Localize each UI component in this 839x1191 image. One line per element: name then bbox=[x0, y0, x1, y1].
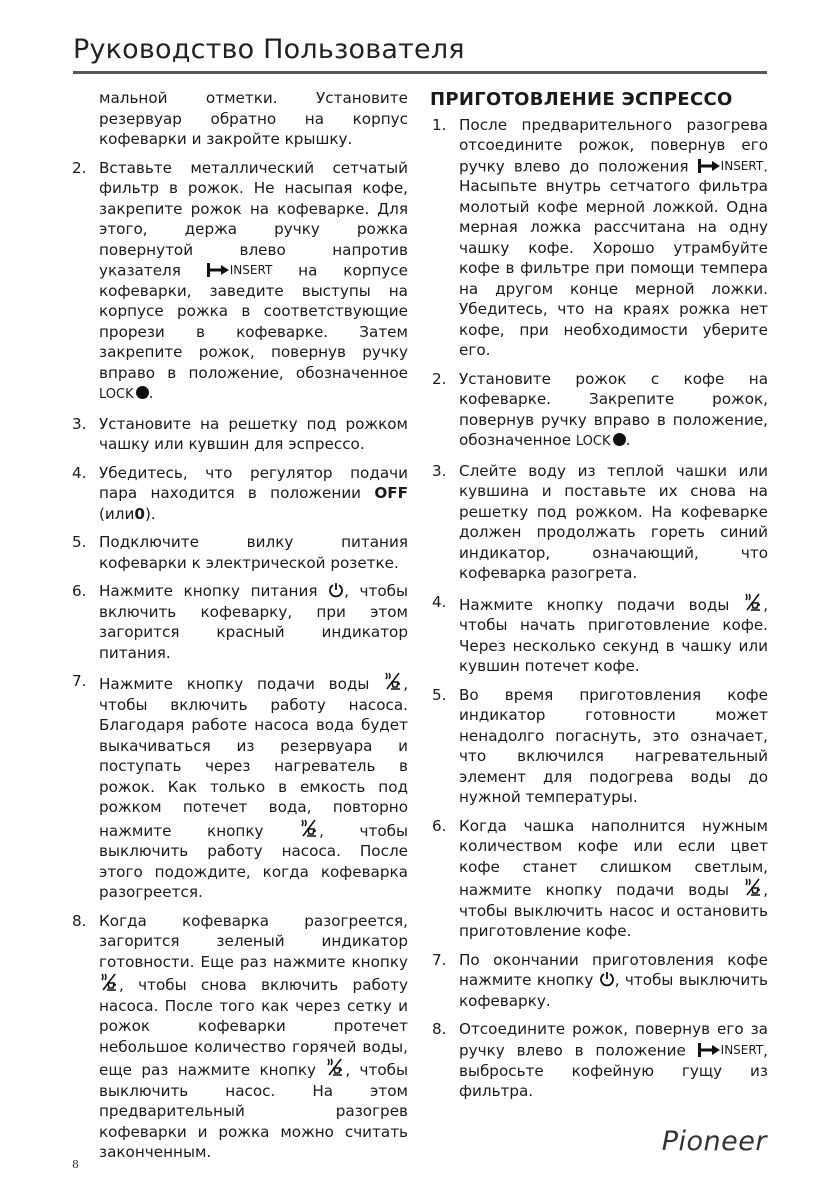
step-text: , чтобы выключить насос. На этом предварительный разогрев кофеварки и рожка можно считать законченным. bbox=[99, 1061, 409, 1162]
continued-paragraph: мальной отметки. Установите резервуар обратно на корпус кофеварки и закройте крышку. bbox=[99, 89, 408, 148]
step-number: 5. bbox=[72, 533, 87, 552]
list-item bbox=[70, 671, 408, 903]
off-label: OFF bbox=[374, 484, 408, 503]
insert-label: INSERT bbox=[720, 1042, 764, 1057]
insert-indicator bbox=[698, 1040, 764, 1061]
insert-indicator bbox=[207, 260, 273, 281]
lock-label: LOCK bbox=[99, 387, 134, 403]
step-text: Нажмите кнопку подачи воды bbox=[459, 595, 730, 614]
lock-dot-icon bbox=[613, 433, 626, 446]
page-number: 8 bbox=[72, 1158, 79, 1171]
step-number: 1. bbox=[432, 115, 447, 134]
power-icon bbox=[328, 582, 344, 598]
step-text: Во время приготовления кофе индикатор готовности может ненадолго погаснуть, это означает, что включился нагревательный элемент для подогрева воды до нужной температуры. bbox=[459, 685, 768, 807]
step-text: Слейте воду из теплой чашки или кувшина и поставьте их снова на решетку под рожком. На кофеварке должен продолжать гореть синий индикатор, означающий, что кофеварка разогрета. bbox=[459, 461, 768, 583]
list-item bbox=[430, 369, 768, 453]
list-item bbox=[70, 414, 408, 455]
step-text: . Насыпьте внутрь сетчатого фильтра молотый кофе мерной ложкой. Одна мерная ложка рассчитана на одну чашку кофе. Хорошо утрамбуйте кофе в фильтре при помощи темпера на другом конце мерной ложки. Убедитесь, что на краях рожка нет кофе, при необходимости уберите его. bbox=[459, 156, 769, 360]
step-text: Убедитесь, что регулятор подачи пара находится в положении bbox=[99, 463, 408, 503]
right-column bbox=[430, 88, 768, 1110]
step-text: Нажмите кнопку подачи воды bbox=[99, 675, 370, 694]
insert-arrow-icon bbox=[207, 263, 229, 277]
step-text: . bbox=[625, 431, 631, 450]
step-number: 2. bbox=[432, 369, 447, 388]
list-item bbox=[70, 581, 408, 663]
step-text: После предварительного разогрева отсоедините рожок, повернув его ручку влево до положения bbox=[459, 115, 768, 175]
step-text: , чтобы включить работу насоса. Благодаря работе насоса вода будет выкачиваться из резервуара и поступать через нагреватель в рожок. Как только в емкость под рожком потечет вода, повторно нажмите кнопку bbox=[99, 675, 409, 840]
water-pump-icon bbox=[743, 877, 763, 897]
step-text: , чтобы снова включить работу насоса. После того как через сетку и рожок кофеварки протечет небольшое количество горячей воды, еще раз нажмите кнопку bbox=[99, 976, 408, 1080]
water-pump-icon bbox=[383, 671, 403, 691]
step-text: Установите на решетку под рожком чашку или кувшин для эспрессо. bbox=[99, 414, 408, 454]
list-item bbox=[70, 911, 408, 1163]
step-number: 7. bbox=[432, 950, 447, 969]
left-column bbox=[70, 88, 408, 1171]
water-pump-icon bbox=[299, 818, 319, 838]
step-text: (или bbox=[99, 504, 135, 523]
right-steps-list bbox=[430, 115, 768, 1102]
left-steps-list bbox=[70, 158, 408, 1163]
list-item bbox=[70, 158, 408, 406]
list-item bbox=[430, 685, 768, 808]
step-number: 6. bbox=[432, 816, 447, 835]
water-pump-icon bbox=[99, 972, 119, 992]
list-item bbox=[70, 532, 408, 573]
lock-label: LOCK bbox=[575, 434, 611, 450]
step-text: Отсоедините рожок, повернув его за ручку влево в положение bbox=[459, 1020, 768, 1059]
step-number: 7. bbox=[72, 672, 87, 691]
step-number: 3. bbox=[72, 414, 87, 433]
step-number: 8. bbox=[72, 911, 87, 930]
lock-dot-icon bbox=[136, 386, 149, 399]
insert-label: INSERT bbox=[720, 158, 764, 173]
insert-arrow-icon bbox=[698, 159, 720, 173]
zero-label: 0 bbox=[134, 504, 145, 523]
step-text: По окончании приготовления кофе нажмите кнопку bbox=[459, 950, 768, 990]
step-number: 4. bbox=[72, 463, 87, 482]
step-text: . bbox=[148, 384, 154, 403]
list-item bbox=[430, 461, 768, 584]
step-number: 8. bbox=[432, 1020, 447, 1039]
list-item bbox=[430, 115, 768, 361]
water-pump-icon bbox=[743, 592, 763, 612]
step-text: , выбросьте кофейную гущу из фильтра. bbox=[459, 1041, 768, 1100]
step-text: Установите рожок с кофе на кофеварке. Закрепите рожок, повернув ручку вправо в положение, обозначенное bbox=[459, 369, 768, 450]
insert-label: INSERT bbox=[229, 263, 273, 277]
step-number: 4. bbox=[432, 592, 447, 611]
water-pump-icon bbox=[325, 1057, 345, 1077]
step-text: Подключите вилку питания кофеварки к электрической розетке. bbox=[99, 533, 408, 572]
insert-indicator bbox=[698, 156, 764, 177]
step-text: Вставьте металлический сетчатый фильтр в рожок. Не насыпая кофе, закрепите рожок на кофеварке. Для этого, держа ручку рожка повернутой влево напротив указателя bbox=[99, 158, 408, 280]
step-text: , чтобы выключить насос и остановить приготовление кофе. bbox=[459, 881, 769, 941]
power-icon bbox=[599, 971, 615, 987]
step-text: , чтобы выключить кофеварку. bbox=[459, 971, 769, 1010]
step-number: 2. bbox=[72, 158, 87, 177]
step-text: Когда кофеварка разогреется, загорится зеленый индикатор готовности. Еще раз нажмите кнопку bbox=[99, 911, 408, 971]
list-item bbox=[70, 463, 408, 525]
list-item bbox=[430, 950, 768, 1012]
header-divider bbox=[73, 71, 767, 74]
step-number: 3. bbox=[432, 461, 447, 480]
step-number: 5. bbox=[432, 685, 447, 704]
step-text: , чтобы начать приготовление кофе. Через несколько секунд в чашку или кувшин потечет кофе. bbox=[459, 595, 769, 676]
step-text: Нажмите кнопку питания bbox=[99, 582, 318, 601]
insert-arrow-icon bbox=[698, 1043, 720, 1057]
step-text: ). bbox=[144, 504, 156, 523]
brand-logo: Pioneer bbox=[661, 1126, 767, 1157]
page-header-title: Руководство Пользователя bbox=[73, 34, 465, 65]
list-item bbox=[430, 592, 768, 677]
step-text: на корпусе кофеварки, заведите выступы на корпусе рожка в соответствующие прорези в кофеварке. Затем закрепите рожок, повернув ручку вправо в положение, обозначенное bbox=[99, 261, 408, 382]
step-text: , чтобы выключить работу насоса. После этого подождите, когда кофеварка разогреется. bbox=[99, 821, 408, 902]
step-number: 6. bbox=[72, 582, 87, 601]
list-item bbox=[430, 816, 768, 942]
step-text: , чтобы включить кофеварку, при этом загорится красный индикатор питания. bbox=[99, 582, 409, 662]
section-heading: ПРИГОТОВЛЕНИЕ ЭСПРЕССО bbox=[430, 89, 733, 110]
step-text: Когда чашка наполнится нужным количеством кофе или если цвет кофе станет слишком светлым, нажмите кнопку подачи воды bbox=[459, 816, 768, 900]
list-item bbox=[430, 1019, 768, 1101]
